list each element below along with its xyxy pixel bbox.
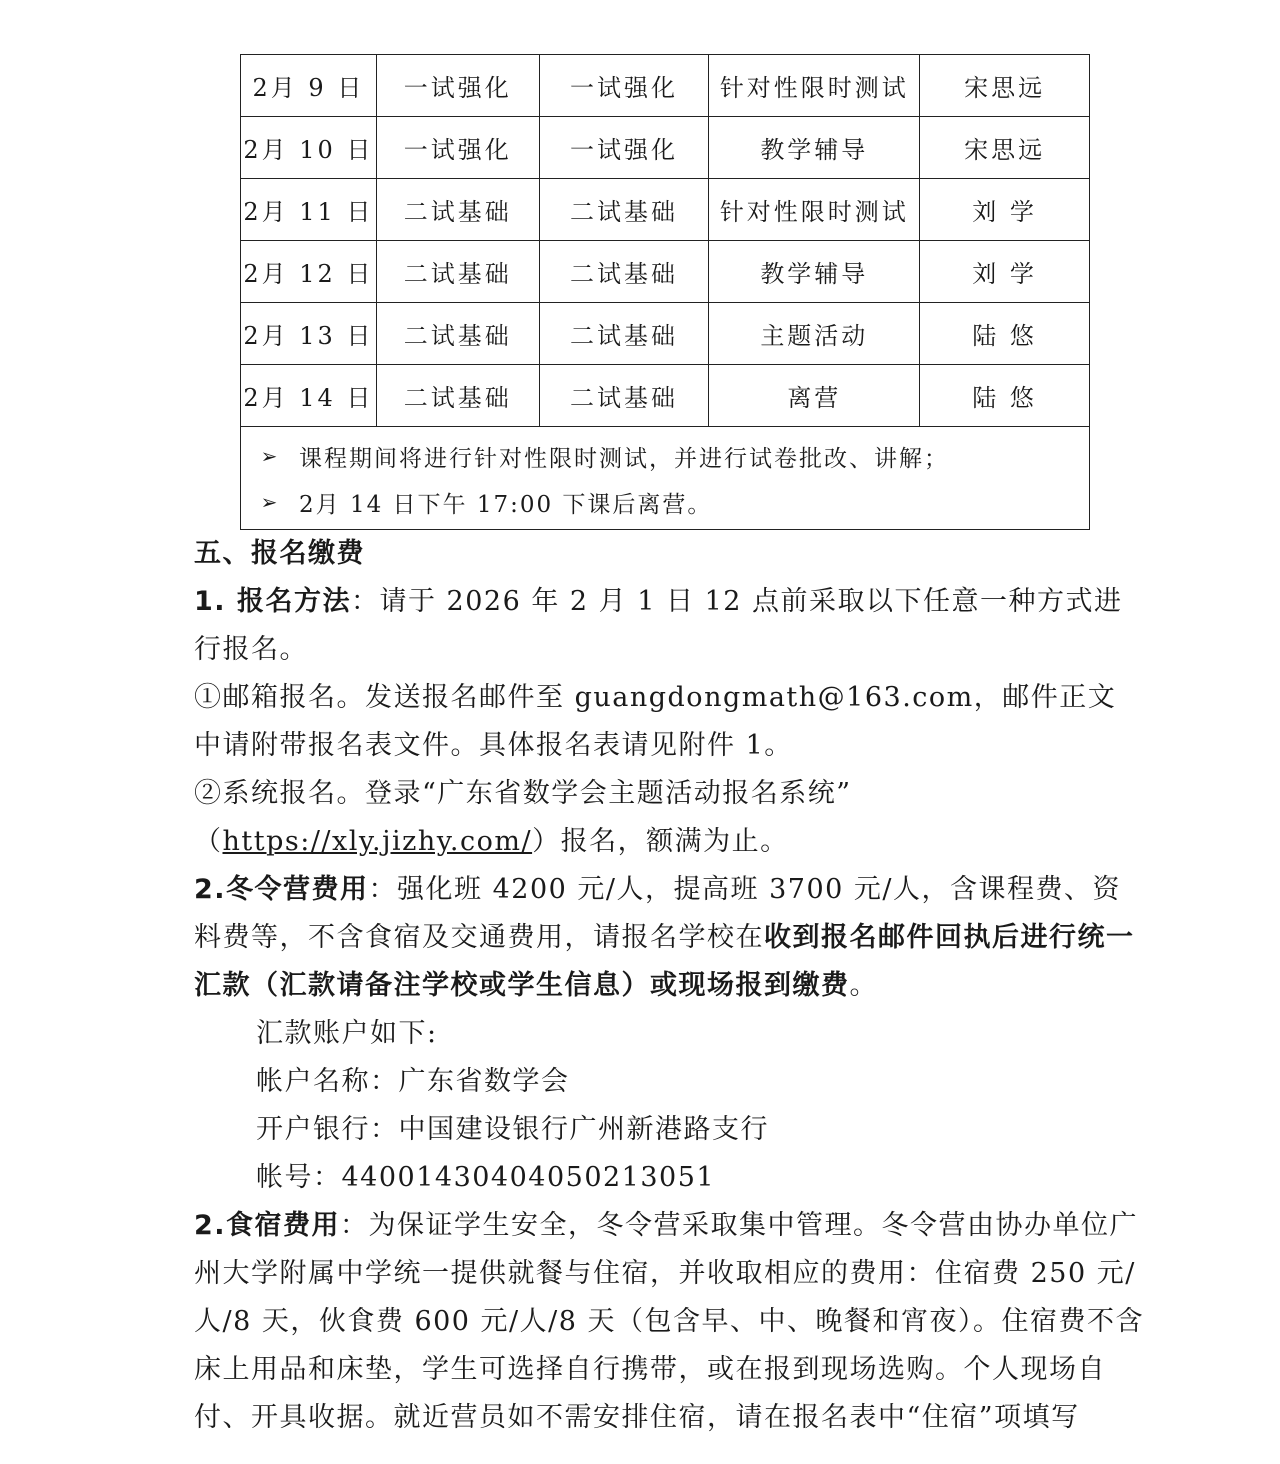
paren-open: （ — [194, 826, 223, 857]
note-text: 2月 14 日下午 17:00 下课后离营。 — [299, 491, 713, 518]
schedule-cell-c5: 宋思远 — [920, 55, 1090, 117]
schedule-notes-row — [241, 427, 1090, 530]
note-item — [241, 479, 1089, 525]
schedule-row — [241, 55, 1090, 117]
schedule-row — [241, 117, 1090, 179]
schedule-cell-date: 2月 10 日 — [241, 117, 377, 179]
board-lodging-label: 2.食宿费用 — [194, 1210, 341, 1241]
board-lodging-fee — [194, 1202, 1144, 1442]
camp-fee-end: 。 — [849, 970, 878, 1001]
link-suffix: ）报名，额满为止。 — [532, 826, 789, 857]
camp-fee-bold: 收到报名邮件回执后进行统一汇款（汇款请备注学校或学生信息）或现场报到缴费 — [194, 922, 1135, 1001]
schedule-cell-c3: 二试基础 — [539, 303, 709, 365]
schedule-cell-c4: 主题活动 — [709, 303, 920, 365]
schedule-cell-c4: 教学辅导 — [709, 117, 920, 179]
registration-method — [194, 578, 1144, 674]
camp-fee-text: ：强化班 4200 元/人，提高班 3700 元/人，含课程费、资料费等，不含食宿及交通费用，请报名学校在 — [194, 874, 1121, 953]
schedule-cell-c2: 一试强化 — [376, 117, 539, 179]
schedule-cell-c2: 二试基础 — [376, 179, 539, 241]
schedule-row — [241, 303, 1090, 365]
schedule-row — [241, 241, 1090, 303]
schedule-row — [241, 365, 1090, 427]
system-registration: ②系统报名。登录“广东省数学会主题活动报名系统” — [194, 778, 852, 809]
registration-method-label: 1. 报名方法 — [194, 586, 351, 617]
section-heading: 五、报名缴费 — [194, 538, 365, 569]
camp-fee-label: 2.冬令营费用 — [194, 874, 369, 905]
registration-system-link[interactable]: https://xly.jizhy.com/ — [222, 826, 533, 857]
schedule-cell-c5: 陆 悠 — [920, 365, 1090, 427]
camp-fee — [194, 866, 1144, 1010]
schedule-row — [241, 179, 1090, 241]
schedule-cell-c3: 一试强化 — [539, 117, 709, 179]
schedule-cell-c2: 二试基础 — [376, 303, 539, 365]
note-item — [241, 433, 1089, 479]
account-bank: 开户银行：中国建设银行广州新港路支行 — [256, 1114, 769, 1145]
schedule-notes — [241, 427, 1090, 530]
account-intro: 汇款账户如下: — [256, 1018, 438, 1049]
schedule-cell-c4: 针对性限时测试 — [709, 55, 920, 117]
board-lodging-text: ：为保证学生安全，冬令营采取集中管理。冬令营由协办单位广州大学附属中学统一提供就餐与住宿，并收取相应的费用：住宿费 250 元/人/8 天，伙食费 600 元/人/8 天（包含早、中、晚餐和宵夜）。住宿费不含床上用品和床垫，学生可选择自行携带，或在报到现场选购。个人现场自付、开具收据。就近营员如不需安排住宿，请在报名表中“住宿”项填写 — [194, 1210, 1145, 1433]
schedule-cell-date: 2月 11 日 — [241, 179, 377, 241]
schedule-cell-c3: 二试基础 — [539, 365, 709, 427]
schedule-cell-date: 2月 9 日 — [241, 55, 377, 117]
schedule-cell-c4: 针对性限时测试 — [709, 179, 920, 241]
schedule-cell-c5: 刘 学 — [920, 179, 1090, 241]
account-name: 帐户名称：广东省数学会 — [256, 1066, 570, 1097]
schedule-cell-c2: 二试基础 — [376, 365, 539, 427]
schedule-cell-c5: 陆 悠 — [920, 303, 1090, 365]
schedule-cell-c5: 宋思远 — [920, 117, 1090, 179]
email-registration: ①邮箱报名。发送报名邮件至 guangdongmath@163.com，邮件正文中请附带报名表文件。具体报名表请见附件 1。 — [194, 682, 1117, 761]
schedule-table — [240, 54, 1090, 530]
schedule-cell-c3: 二试基础 — [539, 179, 709, 241]
registration-method-text: ：请于 2026 年 2 月 1 日 12 点前采取以下任意一种方式进行报名。 — [194, 586, 1123, 665]
arrow-bullet-icon: ➢ — [260, 490, 280, 514]
schedule-cell-c4: 离营 — [709, 365, 920, 427]
schedule-cell-c2: 二试基础 — [376, 241, 539, 303]
arrow-bullet-icon: ➢ — [260, 444, 280, 468]
schedule-cell-c5: 刘 学 — [920, 241, 1090, 303]
schedule-cell-c4: 教学辅导 — [709, 241, 920, 303]
schedule-cell-c3: 二试基础 — [539, 241, 709, 303]
schedule-cell-date: 2月 12 日 — [241, 241, 377, 303]
registration-section — [194, 530, 1144, 1442]
system-registration-link-line — [194, 818, 1144, 866]
schedule-cell-c3: 一试强化 — [539, 55, 709, 117]
schedule-cell-date: 2月 13 日 — [241, 303, 377, 365]
account-number: 帐号：44001430404050213051 — [256, 1162, 716, 1193]
schedule-cell-date: 2月 14 日 — [241, 365, 377, 427]
schedule-cell-c2: 一试强化 — [376, 55, 539, 117]
note-text: 课程期间将进行针对性限时测试，并进行试卷批改、讲解； — [299, 445, 949, 472]
